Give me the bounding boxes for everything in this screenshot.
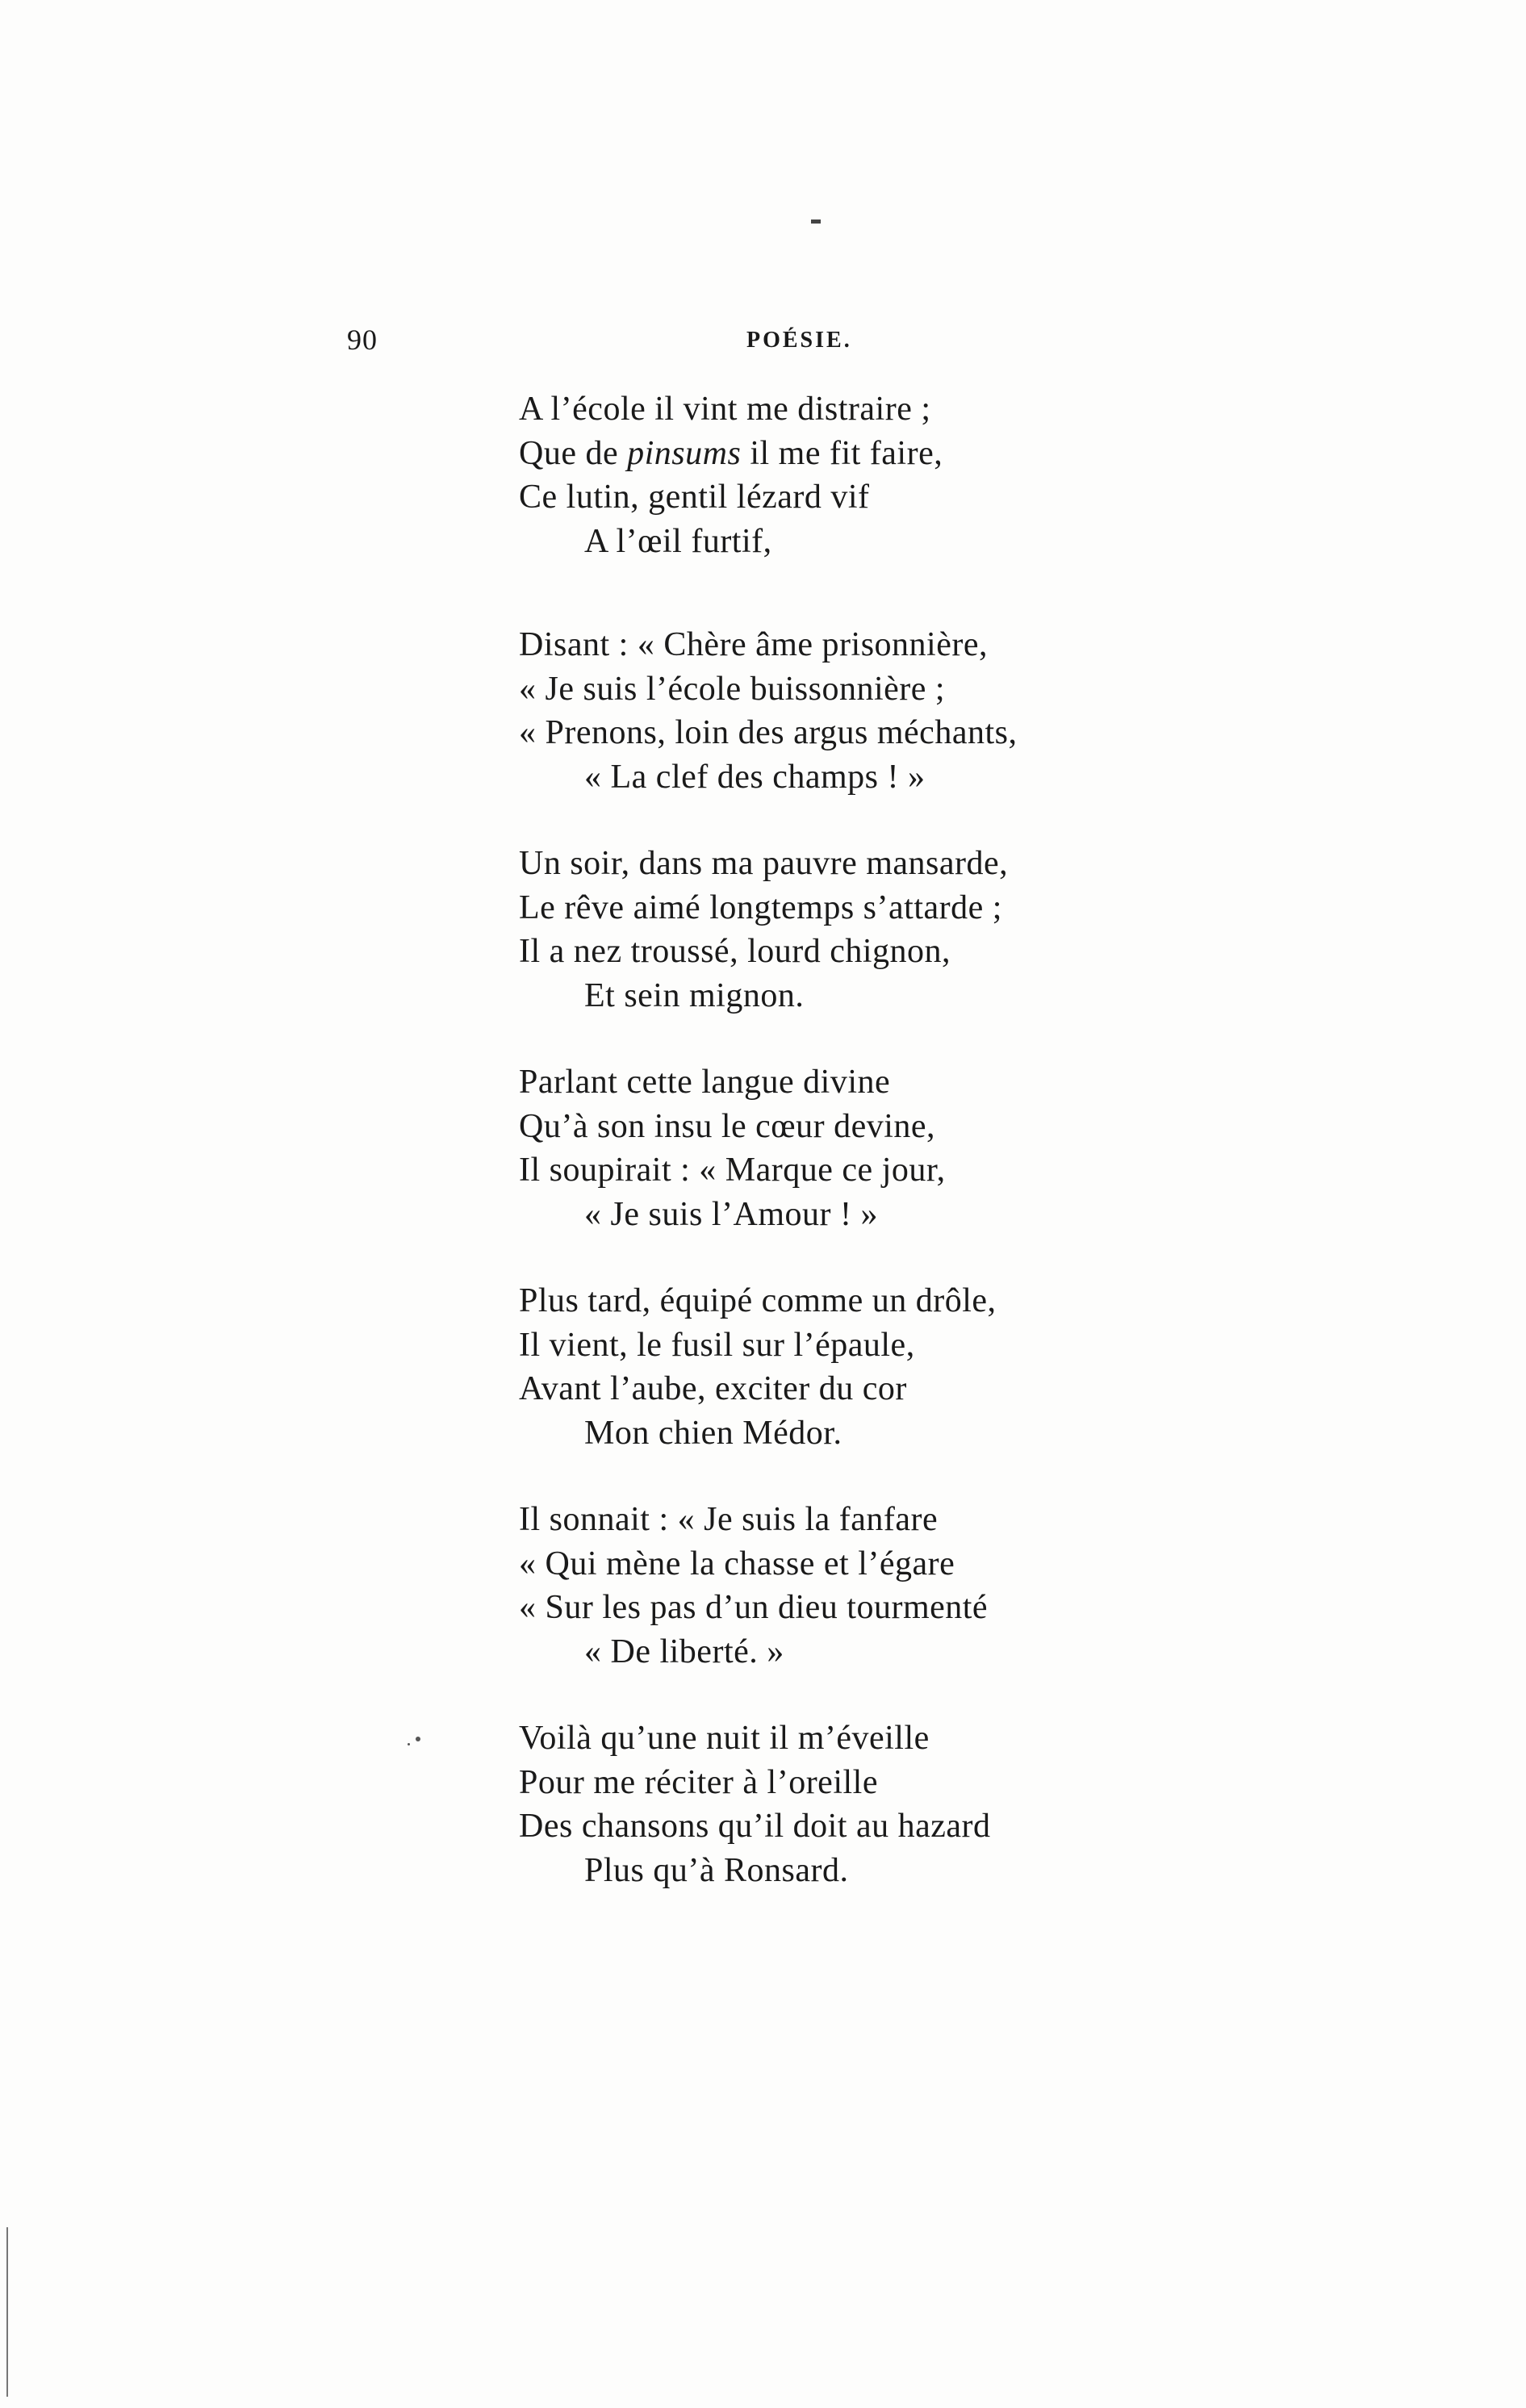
margin-line [6, 2227, 8, 2397]
stanza [519, 623, 1407, 799]
verse-line: Que de pinsums il me fit faire, [519, 434, 943, 472]
stanza [519, 1279, 1407, 1455]
verse-line: « La clef des champs ! » [584, 758, 926, 796]
ink-mark [811, 219, 821, 224]
verse-line: Il a nez troussé, lourd chignon, [519, 933, 951, 970]
stanza [519, 387, 1407, 563]
verse-line: Pour me réciter à l’oreille [519, 1763, 878, 1801]
stanza [519, 842, 1407, 1018]
verse-line: Et sein mignon. [584, 976, 805, 1014]
verse-line: Le rêve aimé longtemps s’attarde ; [519, 888, 1002, 926]
verse-line: A l’œil furtif, [584, 522, 772, 560]
verse-line: Il soupirait : « Marque ce jour, [519, 1152, 946, 1189]
ink-speck [408, 1743, 410, 1745]
verse-line: A l’école il vint me distraire ; [519, 391, 931, 428]
verse-line: Voilà qu’une nuit il m’éveille [519, 1720, 930, 1757]
stanza [519, 1498, 1407, 1674]
italic-word: pinsums [627, 434, 742, 472]
verse-line: Ce lutin, gentil lézard vif [519, 479, 870, 516]
stanza [519, 1060, 1407, 1236]
running-head [347, 323, 1235, 371]
verse-line: Un soir, dans ma pauvre mansarde, [519, 845, 1009, 882]
stanza [519, 1716, 1407, 1892]
verse-line: Des chansons qu’il doit au hazard [519, 1808, 991, 1845]
verse-line: « Je suis l’école buissonnière ; [519, 670, 946, 708]
verse-line: Parlant cette langue divine [519, 1064, 891, 1101]
verse-line: Qu’à son insu le cœur devine, [519, 1107, 936, 1145]
verse-line: « Qui mène la chasse et l’égare [519, 1545, 955, 1582]
verse-line: Plus qu’à Ronsard. [584, 1851, 849, 1889]
verse-line: Avant l’aube, exciter du cor [519, 1370, 907, 1407]
verse-line: Il sonnait : « Je suis la fanfare [519, 1501, 939, 1538]
ink-speck [416, 1737, 420, 1741]
verse-line: « Sur les pas d’un dieu tourmenté [519, 1589, 989, 1626]
verse-line: « De liberté. » [584, 1633, 784, 1670]
verse-line: « Je suis l’Amour ! » [584, 1195, 878, 1233]
page-number: 90 [347, 324, 378, 356]
verse-line: Mon chien Médor. [584, 1414, 842, 1452]
verse-line: Il vient, le fusil sur l’épaule, [519, 1326, 915, 1364]
verse-line: Plus tard, équipé comme un drôle, [519, 1282, 997, 1319]
verse-line: Disant : « Chère âme prisonnière, [519, 626, 988, 663]
running-title: POÉSIE. [746, 328, 852, 353]
verse-line: « Prenons, loin des argus méchants, [519, 714, 1018, 751]
